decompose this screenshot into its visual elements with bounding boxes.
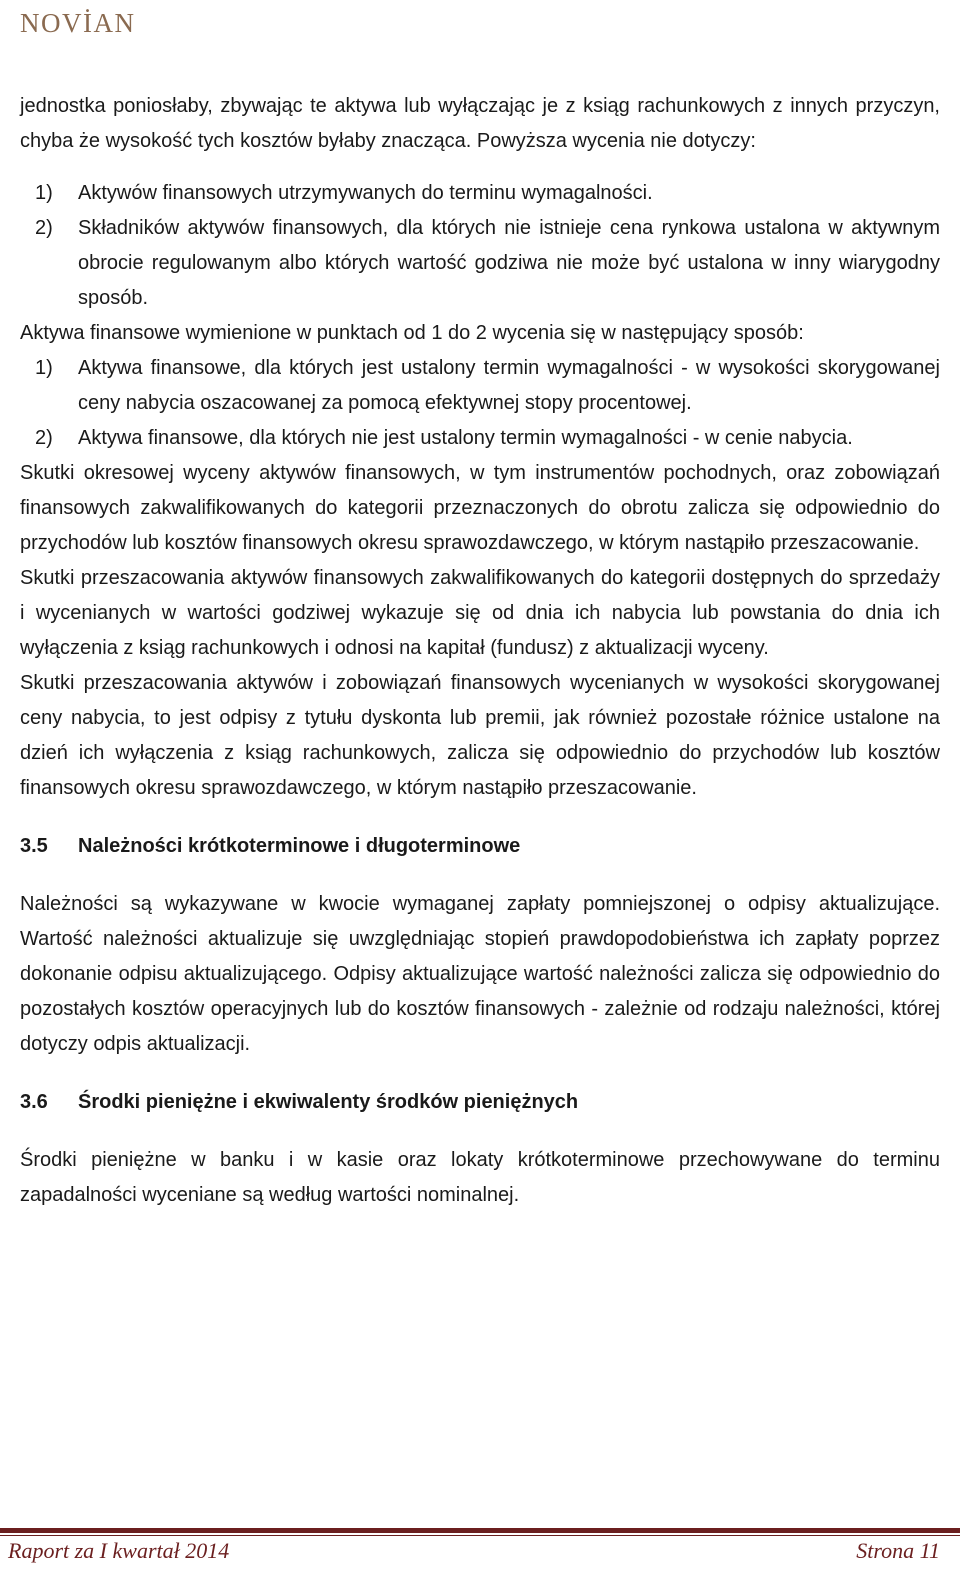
list-item bbox=[20, 176, 940, 211]
list-item-text: Aktywów finansowych utrzymywanych do terminu wymagalności. bbox=[78, 182, 653, 204]
list-item-text: Aktywa finansowe, dla których jest ustalony termin wymagalności - w wysokości skorygowanej ceny nabycia oszacowanej za pomocą efektywnej stopy procentowej. bbox=[78, 357, 940, 414]
list-item-number: 1) bbox=[35, 357, 53, 379]
list-item-number: 2) bbox=[35, 427, 53, 449]
company-logo: NOVİAN bbox=[20, 8, 136, 38]
list-item-text: Aktywa finansowe, dla których nie jest ustalony termin wymagalności - w cenie nabycia. bbox=[78, 427, 853, 449]
section-number: 3.6 bbox=[20, 1091, 48, 1113]
paragraph-valuation: Aktywa finansowe wymienione w punktach od 1 do 2 wycenia się w następujący sposób: bbox=[20, 322, 804, 344]
paragraph-effects-amortized: Skutki przeszacowania aktywów i zobowiązań finansowych wycenianych w wysokości skorygowanej ceny nabycia, to jest odpisy z tytułu dyskonta lub premii, jak również pozostałe różnice ustalone na dzień ich wyłączenia z ksiąg rachunkowych, zalicza się odpowiednio do przychodów lub kosztów finansowych okresu sprawozdawczego, w którym nastąpiło przeszacowanie. bbox=[20, 672, 940, 799]
section-title: Środki pieniężne i ekwiwalenty środków pieniężnych bbox=[78, 1091, 579, 1113]
section-number: 3.5 bbox=[20, 835, 48, 857]
section-title: Należności krótkoterminowe i długoterminowe bbox=[78, 835, 521, 857]
footer-rule-thin bbox=[0, 1535, 960, 1536]
paragraph-cash: Środki pieniężne w banku i w kasie oraz lokaty krótkoterminowe przechowywane do terminu zapadalności wyceniane są według wartości nominalnej. bbox=[20, 1149, 940, 1206]
list-item-number: 2) bbox=[35, 217, 53, 239]
footer-page-number: Strona 11 bbox=[856, 1538, 940, 1563]
footer-rule bbox=[0, 1528, 960, 1533]
list-item-number: 1) bbox=[35, 182, 53, 204]
exclusion-list bbox=[20, 176, 940, 316]
valuation-list bbox=[20, 351, 940, 456]
paragraph-intro: jednostka poniosłaby, zbywając te aktywa lub wyłączając je z ksiąg rachunkowych z innych przyczyn, chyba że wysokość tych kosztów byłaby znacząca. Powyższa wycenia nie dotyczy: bbox=[20, 95, 940, 152]
paragraph-effects-available: Skutki przeszacowania aktywów finansowych zakwalifikowanych do kategorii dostępnych do sprzedaży i wycenianych w wartości godziwej wykazuje się od dnia ich nabycia lub powstania do dnia ich wyłączenia z ksiąg rachunkowych i odnosi na kapitał (fundusz) z aktualizacji wyceny. bbox=[20, 567, 940, 659]
section-heading-3-6 bbox=[20, 1085, 940, 1120]
paragraph-receivables: Należności są wykazywane w kwocie wymaganej zapłaty pomniejszonej o odpisy aktualizujące. Wartość należności aktualizuje się uwzględniając stopień prawdopodobieństwa ich zapłaty poprzez dokonanie odpisu aktualizującego. Odpisy aktualizujące wartość należności zalicza się odpowiednio do pozostałych kosztów operacyjnych lub do kosztów finansowych - zależnie od rodzaju należności, której dotyczy odpis aktualizacji. bbox=[20, 893, 940, 1055]
list-item bbox=[20, 211, 940, 316]
footer-report-title: Raport za I kwartał 2014 bbox=[8, 1538, 230, 1563]
paragraph-effects-periodic: Skutki okresowej wyceny aktywów finansowych, w tym instrumentów pochodnych, oraz zobowiązań finansowych zakwalifikowanych do kategorii przeznaczonych do obrotu zalicza się odpowiednio do przychodów lub kosztów finansowych okresu sprawozdawczego, w którym nastąpiło przeszacowanie. bbox=[20, 462, 940, 554]
section-heading-3-5 bbox=[20, 829, 940, 864]
list-item bbox=[20, 351, 940, 421]
page-footer bbox=[8, 1538, 940, 1564]
list-item-text: Składników aktywów finansowych, dla których nie istnieje cena rynkowa ustalona w aktywnym obrocie regulowanym albo których wartość godziwa nie może być ustalona w inny wiarygodny sposób. bbox=[78, 217, 940, 309]
list-item bbox=[20, 421, 940, 456]
document-body bbox=[20, 89, 940, 1213]
